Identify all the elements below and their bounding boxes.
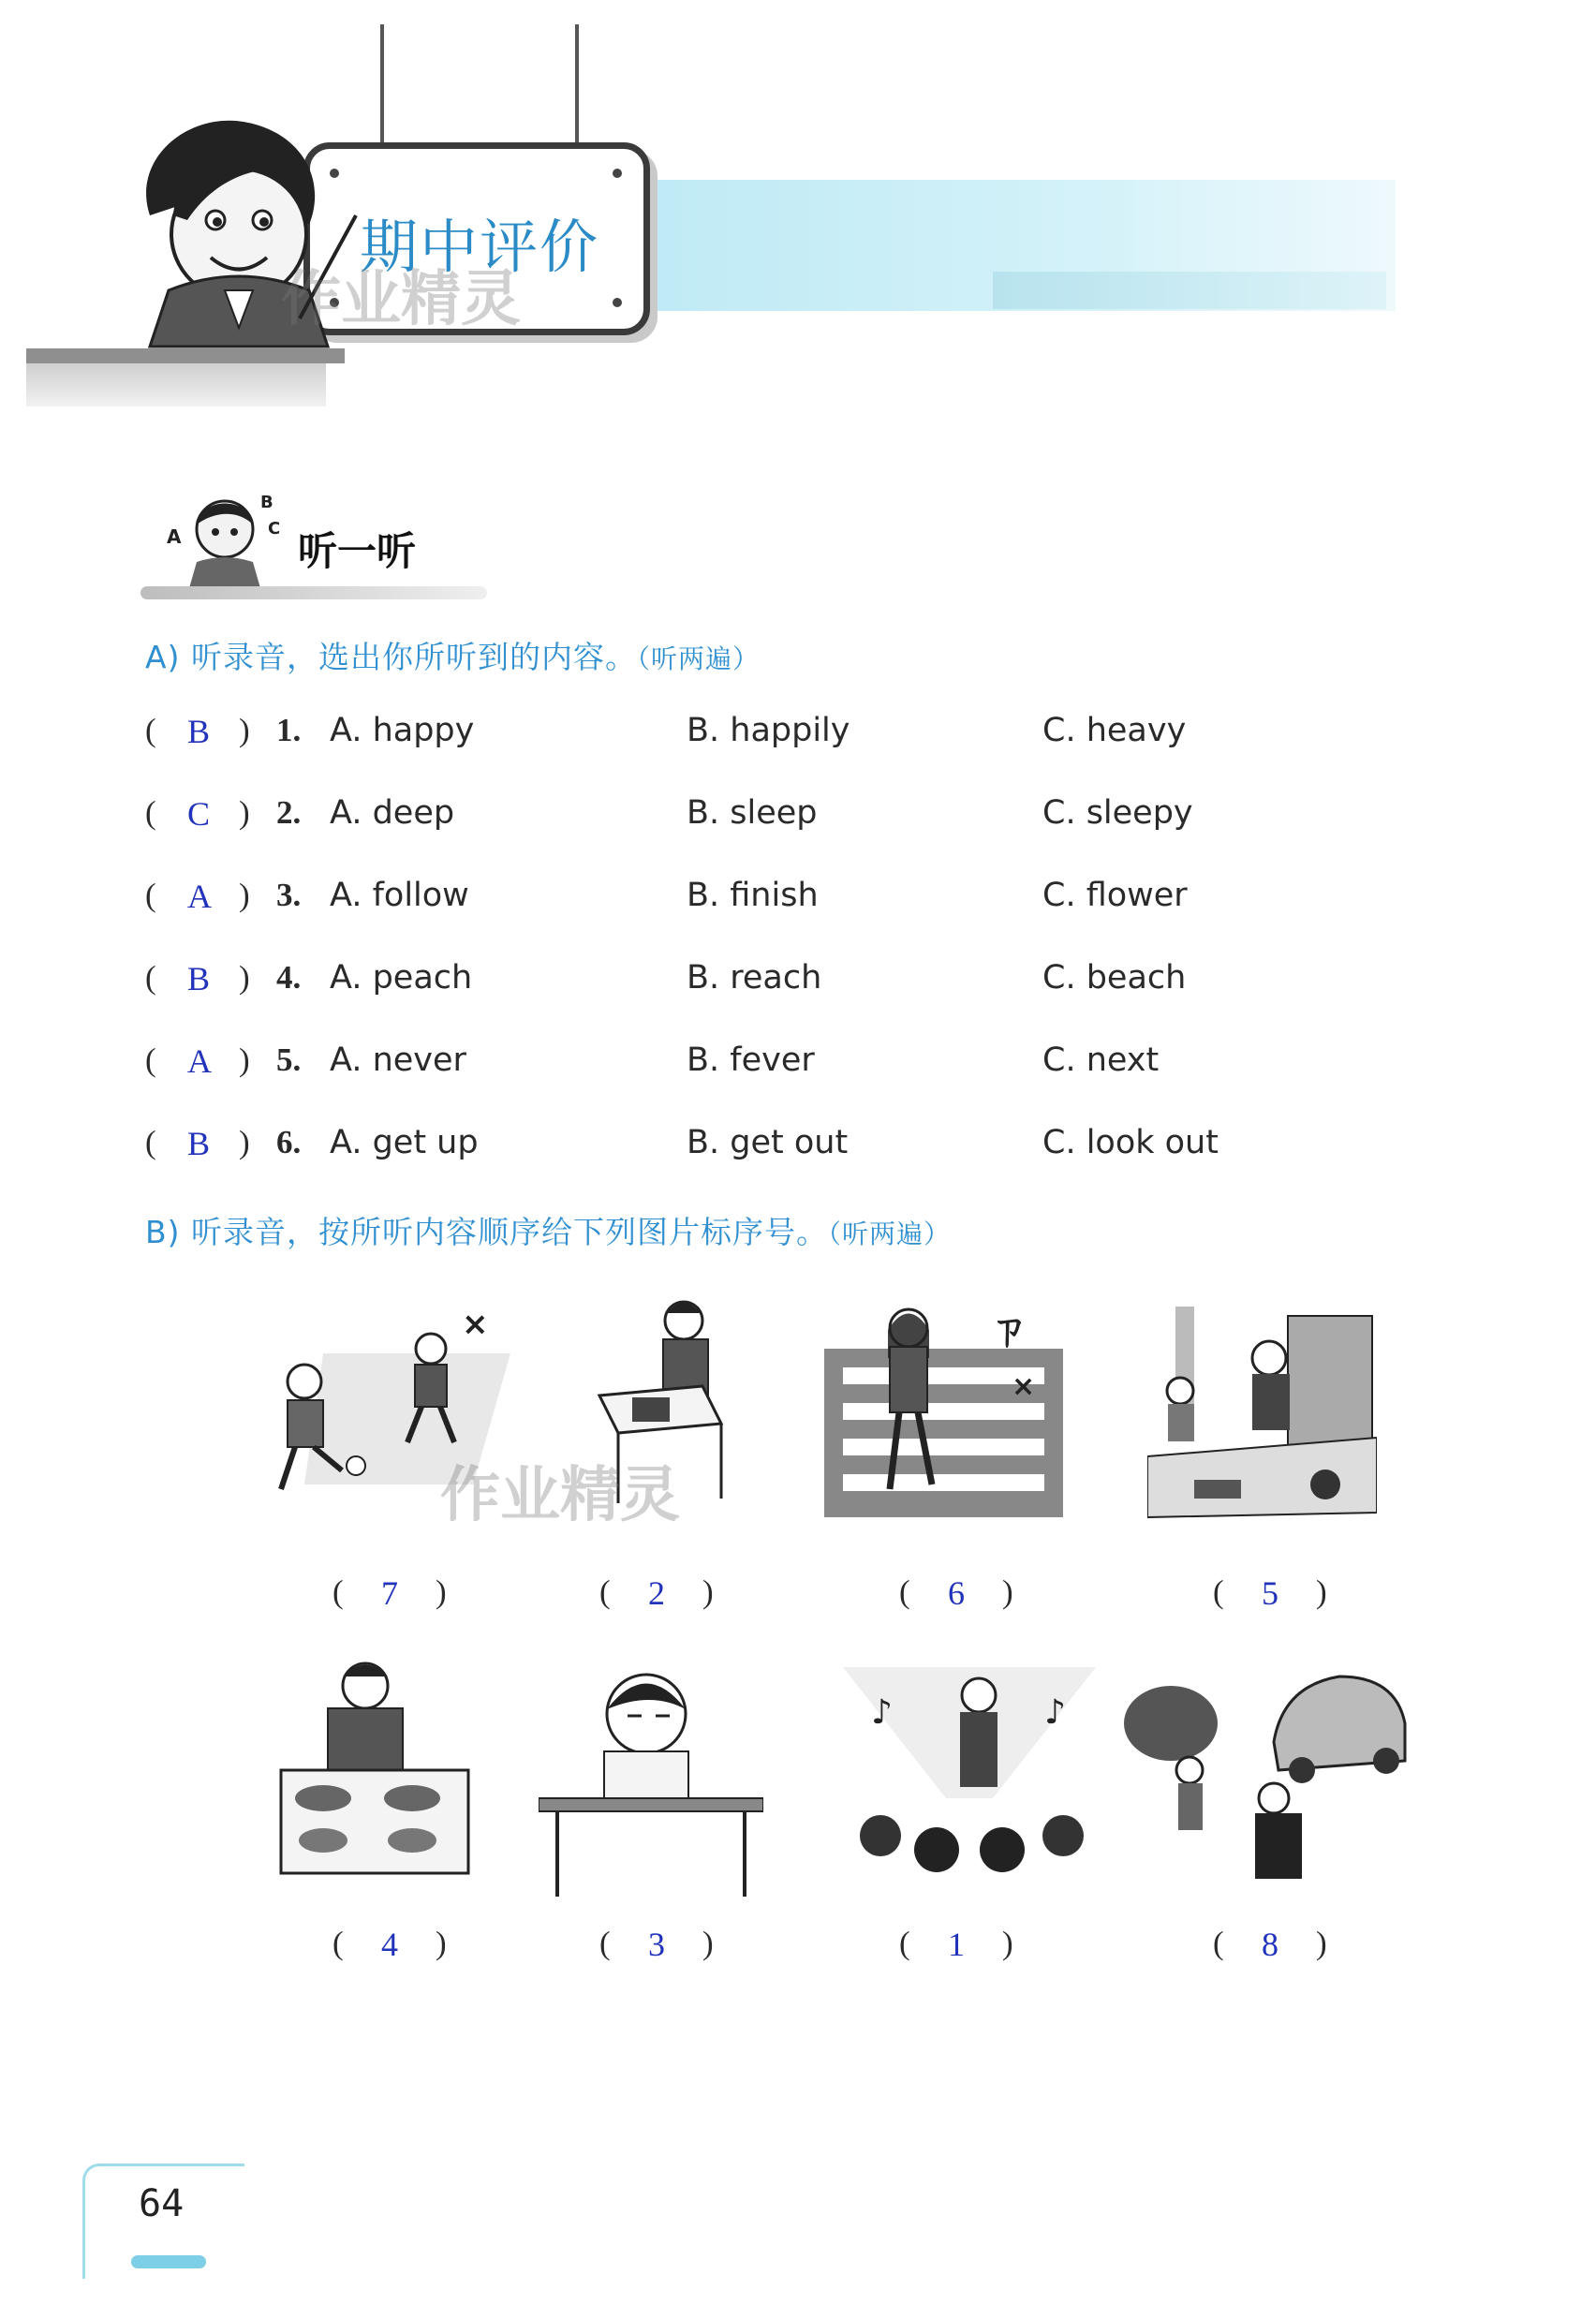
option-b: B. get out	[687, 1124, 849, 1161]
part-a-instruction	[145, 633, 760, 677]
question-row	[0, 877, 1596, 923]
nail-icon	[613, 298, 622, 307]
boy-eating-food-icon	[272, 1648, 478, 1883]
svg-text:B: B	[260, 493, 273, 512]
svg-text:×: ×	[1012, 1370, 1036, 1403]
picture-answer-boy-eating-food	[332, 1925, 464, 1968]
singer-concert-icon	[843, 1667, 1096, 1883]
option-b: B. sleep	[687, 794, 818, 832]
picture-order-number: 4	[381, 1926, 398, 1963]
answer-paren-open: (	[899, 1925, 910, 1961]
answer-paren-open: (	[332, 1925, 344, 1961]
question-number: 1.	[276, 712, 302, 748]
page-number-stand	[131, 2255, 206, 2268]
answer-paren-open: (	[599, 1925, 611, 1961]
car-accident-icon	[1124, 1658, 1414, 1883]
option-a: A. deep	[330, 794, 455, 832]
answer-paren-close: )	[702, 1573, 714, 1610]
part-a-note: （听两遍）	[636, 643, 760, 674]
picture-order-number: 7	[381, 1574, 398, 1612]
answer-paren-close: )	[1316, 1925, 1327, 1961]
abc-kid-reading-icon	[159, 487, 300, 599]
option-c: C. flower	[1042, 877, 1188, 914]
answer-choice: C	[187, 795, 211, 833]
svg-text:×: ×	[462, 1306, 489, 1343]
sleepy-boy-at-desk-icon	[539, 1658, 763, 1901]
answer-paren-open: (	[599, 1573, 611, 1610]
answer-paren-open: (	[332, 1573, 344, 1610]
answer-paren-close: )	[239, 712, 250, 748]
answer-paren-open: (	[145, 1041, 156, 1078]
picture-answer-sleepy-boy-at-desk	[599, 1925, 731, 1968]
part-b-instruction-text: B) 听录音，按所听内容顺序给下列图片标序号。	[145, 1214, 829, 1250]
answer-paren-close: )	[1002, 1573, 1013, 1610]
answer-paren-close: )	[1316, 1573, 1327, 1610]
answer-paren-close: )	[239, 877, 250, 913]
answer-paren-close: )	[239, 794, 250, 831]
teacher-desk-shadow	[26, 363, 326, 406]
picture-order-number: 1	[948, 1926, 965, 1963]
option-b: B. reach	[687, 959, 822, 997]
picture-order-number: 5	[1262, 1574, 1278, 1612]
svg-text:C: C	[268, 519, 281, 539]
answer-paren-open: (	[1213, 1573, 1224, 1610]
question-number: 5.	[276, 1041, 302, 1078]
svg-text:♪: ♪	[871, 1693, 893, 1732]
answer-paren-open: (	[1213, 1925, 1224, 1961]
question-number: 4.	[276, 959, 302, 996]
answer-paren-close: )	[436, 1573, 447, 1610]
picture-order-number: 8	[1262, 1926, 1278, 1963]
teacher-desk	[26, 348, 345, 363]
option-a: A. never	[330, 1041, 466, 1079]
question-row	[0, 1124, 1596, 1171]
answer-choice: A	[187, 1042, 212, 1080]
svg-text:A: A	[167, 525, 182, 548]
option-a: A. get up	[330, 1124, 479, 1161]
answer-paren-close: )	[702, 1925, 714, 1961]
part-a-instruction-text: A) 听录音，选出你所听到的内容。	[145, 639, 637, 675]
question-row	[0, 959, 1596, 1006]
picture-answer-boy-at-desk-with-book	[599, 1573, 731, 1617]
option-b: B. fever	[687, 1041, 815, 1079]
page-title: 期中评价	[360, 213, 600, 281]
nail-icon	[613, 169, 622, 178]
section-underline	[140, 586, 487, 599]
answer-choice: B	[187, 960, 211, 997]
option-b: B. finish	[687, 877, 819, 914]
answer-paren-open: (	[145, 1124, 156, 1160]
question-row	[0, 794, 1596, 841]
picture-answer-kitchen-cooking	[1213, 1573, 1344, 1617]
page-number: 64	[139, 2182, 185, 2225]
answer-paren-open: (	[145, 712, 156, 748]
option-b: B. happily	[687, 712, 850, 749]
option-c: C. next	[1042, 1041, 1160, 1079]
picture-order-number: 6	[948, 1574, 965, 1612]
question-number: 2.	[276, 794, 302, 831]
answer-paren-close: )	[239, 959, 250, 996]
section-title: 听一听	[298, 528, 417, 574]
answer-choice: B	[187, 713, 211, 750]
answer-paren-close: )	[239, 1124, 250, 1160]
part-b-note: （听两遍）	[828, 1218, 952, 1249]
sign-rope-left	[380, 24, 384, 146]
header-banner-accent	[993, 272, 1386, 309]
answer-paren-close: )	[239, 1041, 250, 1078]
picture-order-number: 3	[648, 1926, 665, 1963]
answer-choice: B	[187, 1125, 211, 1162]
part-b-instruction	[145, 1208, 951, 1252]
picture-answer-car-accident	[1213, 1925, 1344, 1968]
kitchen-cooking-icon	[1147, 1307, 1377, 1522]
girl-crossing-road-icon	[824, 1302, 1063, 1517]
question-row	[0, 712, 1596, 759]
watermark: 作业精灵	[281, 265, 521, 334]
answer-paren-open: (	[145, 877, 156, 913]
question-number: 6.	[276, 1124, 302, 1160]
answer-paren-open: (	[145, 959, 156, 996]
answer-choice: A	[187, 878, 212, 915]
watermark: 作业精灵	[440, 1461, 680, 1530]
svg-text:♪: ♪	[1044, 1693, 1066, 1732]
question-number: 3.	[276, 877, 302, 913]
svg-text:ㄗ: ㄗ	[988, 1307, 1029, 1354]
option-c: C. heavy	[1042, 712, 1187, 749]
picture-order-number: 2	[648, 1574, 665, 1612]
answer-paren-close: )	[436, 1925, 447, 1961]
picture-answer-girl-crossing-road	[899, 1573, 1030, 1617]
answer-paren-open: (	[899, 1573, 910, 1610]
sign-rope-right	[575, 24, 579, 146]
answer-paren-open: (	[145, 794, 156, 831]
picture-answer-boys-playing-football	[332, 1573, 464, 1617]
option-a: A. peach	[330, 959, 473, 997]
option-c: C. beach	[1042, 959, 1187, 997]
option-a: A. follow	[330, 877, 469, 914]
option-a: A. happy	[330, 712, 475, 749]
picture-answer-singer-concert	[899, 1925, 1030, 1968]
option-c: C. sleepy	[1042, 794, 1193, 832]
option-c: C. look out	[1042, 1124, 1219, 1161]
answer-paren-close: )	[1002, 1925, 1013, 1961]
question-row	[0, 1041, 1596, 1088]
